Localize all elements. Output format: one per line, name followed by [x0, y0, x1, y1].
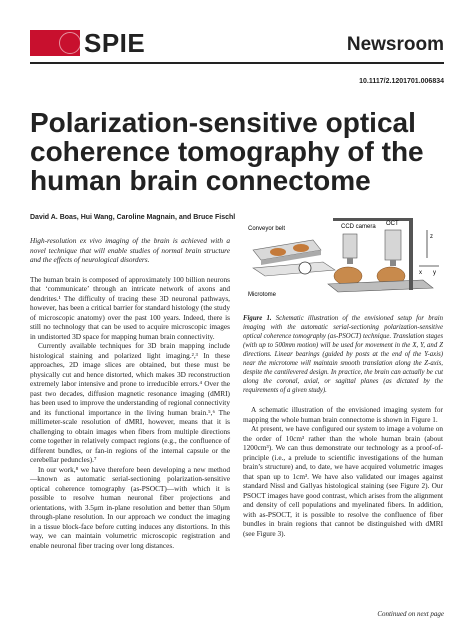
caption-text: Schematic illustration of the envisioned setup for brain imaging with the automatic serial-sectioning polarization-sensitive optical coherence tomography (as-PSOCT) technique. Translation stages (with up to 500mm motion) will be used for movement in the X, Y, and Z directions. Linear bearings (guided by posts at the end of the Y-axis) near the microtome will maintain smooth translation along the Z-axis, despite the cantilevered design. In practice, the brain can actually be cut along the coronal, axial, or sagittal planes (as dictated by the requirements of a given study). — [243, 315, 444, 394]
body-paragraph: The human brain is composed of approximately 100 billion neurons that ‘communicate’ through an intricate network of axons and dendrites.¹ The difficulty of tracing these 3D neuronal pathways, however, has been a critical barrier for standard histology (the study of microscopic anatomy) over the past 100 years. Indeed, there is still no technology that can be used to acquire microscopic images in undistorted 3D space for mapping human brain connectivity. — [30, 274, 230, 341]
figure-label-ccd: CCD camera — [341, 224, 376, 230]
figure-label-conveyor: Conveyor belt — [248, 226, 286, 232]
doi: 10.1117/2.1201701.006834 — [359, 78, 444, 85]
figure-label-x: x — [419, 270, 422, 276]
authors: David A. Boas, Hui Wang, Caroline Magnain, and Bruce Fischl — [30, 214, 236, 221]
body-paragraph: Currently available techniques for 3D brain mapping include histological staining and polarized light imaging.²,³ In these approaches, 2D image slices are obtained, but these must be physically cut and hence distorted, which makes 3D reconstruction extremely labor intensive and prone to irreducible errors.⁴ Over the past two decades, diffusion magnetic resonance imaging (dMRI) has been used to improve the understanding of regional connectivity and its functional importance in the living human brain.⁵,⁶ The millimeter-scale resolution of dMRI, however, means that it is challenging to obtain images when fibers from multiple directions come together in relatively compact regions (e.g., the confluence of different bundles, or fan-in regions of the internal capsule or the cerebellar peduncles).⁷ — [30, 341, 230, 464]
spie-logo: SPIE — [84, 28, 146, 58]
figure-caption — [243, 314, 443, 395]
abstract: High-resolution ex vivo imaging of the brain is achieved with a novel technique that will enable studies of normal brain structure and the effects of neurological disorders. — [30, 236, 230, 264]
left-column — [30, 236, 230, 550]
figure-label-oct: OCT — [386, 221, 399, 227]
figure-label-y: y — [433, 270, 436, 276]
article-title: Polarization-sensitive optical coherence tomography of the human brain connectome — [30, 107, 424, 196]
right-column — [243, 314, 443, 538]
continued-note: Continued on next page — [377, 610, 444, 618]
section-title: Newsroom — [346, 34, 444, 55]
body-paragraph: In our work,⁸ we have therefore been developing a new method—known as automatic serial-sectioning polarization-sensitive optical coherence tomography (as-PSOCT)—with which it is possible to resolve human neuronal fiber projections and orientations, with 3.5μm in-plane resolution and better than 50μm through-plane resolution. In our approach we conduct the imaging in a tissue block-face before cutting induces any distortions. In this way, we can maintain volumetric microscopic registration and enable neuronal fiber tracing over long distances. — [30, 464, 230, 550]
spie-seal-icon — [59, 32, 81, 54]
caption-label: Figure 1. — [243, 315, 272, 322]
body-paragraph: At present, we have configured our system to image a volume on the order of 10cm³ rather than the whole human brain (about 1200cm³). We can thus demonstrate our technology as a proof-of-principle (i.e., a prelude to scientific investigations of the human brain’s structure) and, to date, we have acquired volumetric images that span up to 1cm³. We have also validated our images against standard Nissl and Gallyas histological staining (see Figure 2). Our PSOCT images have good contrast, which arises from the alignment and density of cell populations and myelinated fibers. In addition, with as-PSOCT, it is possible to resolve the confluence of fiber bundles in brain regions that cannot be distinguished with dMRI (see Figure 3). — [243, 424, 443, 538]
figure-1-schematic — [243, 210, 443, 310]
header-rule — [30, 62, 444, 64]
figure-label-z: z — [430, 234, 433, 240]
body-paragraph: A schematic illustration of the envisioned imaging system for mapping the whole human brain connectome is shown in Figure 1. — [243, 405, 443, 424]
figure-label-microtome: Microtome — [248, 292, 277, 298]
